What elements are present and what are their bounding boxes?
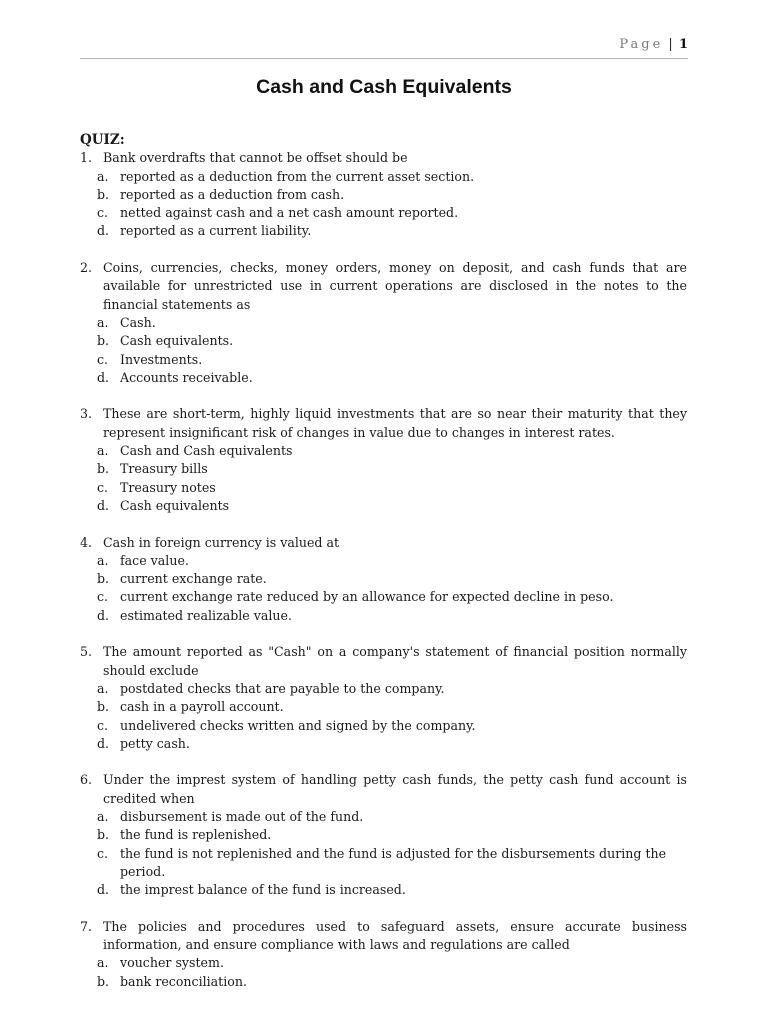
- question-text: These are short-term, highly liquid investments that are so near their maturity that they represent insignificant risk of changes in value due to changes in interest rates.: [103, 406, 687, 440]
- document-title: Cash and Cash Equivalents: [256, 76, 512, 98]
- question-number: 1.: [80, 150, 93, 166]
- option-letter: b.: [97, 333, 110, 349]
- option-letter: d.: [97, 497, 110, 513]
- question-stem: [80, 259, 687, 314]
- option-letter: b.: [97, 827, 110, 843]
- option-letter: a.: [97, 808, 109, 824]
- option-text: reported as a current liability.: [120, 223, 312, 239]
- question-number: 7.: [80, 918, 93, 934]
- answer-option: [80, 973, 687, 991]
- option-text: the fund is not replenished and the fund is adjusted for the disbursements during the period.: [120, 845, 667, 879]
- option-text: reported as a deduction from cash.: [120, 186, 345, 202]
- answer-option: [80, 351, 687, 369]
- option-letter: d.: [97, 369, 110, 385]
- option-letter: a.: [97, 314, 109, 330]
- page-number: 1: [678, 37, 688, 52]
- option-letter: c.: [97, 205, 109, 221]
- answer-option: [80, 881, 687, 899]
- question-item: [80, 259, 687, 387]
- question-text: Bank overdrafts that cannot be offset should be: [103, 150, 408, 166]
- quiz-content: [80, 131, 687, 1009]
- option-text: the fund is replenished.: [120, 827, 272, 843]
- option-text: Cash and Cash equivalents: [120, 443, 293, 459]
- question-number: 6.: [80, 772, 93, 788]
- answer-option: [80, 332, 687, 350]
- option-text: Cash equivalents.: [120, 333, 234, 349]
- question-text: Under the imprest system of handling petty cash funds, the petty cash fund account is credited when: [103, 772, 687, 806]
- answer-option: [80, 954, 687, 972]
- option-letter: d.: [97, 882, 110, 898]
- answer-option: [80, 497, 687, 515]
- question-text: Cash in foreign currency is valued at: [103, 534, 340, 550]
- question-list: [80, 149, 687, 991]
- question-number: 4.: [80, 534, 93, 550]
- answer-option: [80, 552, 687, 570]
- option-letter: b.: [97, 699, 110, 715]
- option-letter: c.: [97, 717, 109, 733]
- question-text: Coins, currencies, checks, money orders, money on deposit, and cash funds that are available for unrestricted use in current operations are disclosed in the notes to the financial statements as: [103, 260, 687, 312]
- option-letter: d.: [97, 735, 110, 751]
- answer-option: [80, 460, 687, 478]
- option-letter: a.: [97, 680, 109, 696]
- answer-option: [80, 680, 687, 698]
- answer-option: [80, 826, 687, 844]
- option-text: netted against cash and a net cash amount reported.: [120, 205, 459, 221]
- question-item: [80, 149, 687, 240]
- answer-option: [80, 717, 687, 735]
- option-text: cash in a payroll account.: [120, 699, 284, 715]
- option-letter: c.: [97, 479, 109, 495]
- question-number: 2.: [80, 260, 93, 276]
- option-letter: d.: [97, 223, 110, 239]
- option-text: postdated checks that are payable to the company.: [120, 680, 445, 696]
- answer-option: [80, 588, 687, 606]
- answer-option: [80, 442, 687, 460]
- option-text: Investments.: [120, 351, 203, 367]
- option-text: reported as a deduction from the current asset section.: [120, 168, 475, 184]
- question-item: [80, 534, 687, 625]
- quiz-label: QUIZ:: [80, 132, 125, 148]
- option-text: voucher system.: [120, 955, 224, 971]
- option-letter: b.: [97, 973, 110, 989]
- page-label: Page: [619, 37, 664, 52]
- answer-option: [80, 168, 687, 186]
- option-text: undelivered checks written and signed by the company.: [120, 717, 476, 733]
- option-text: Treasury bills: [120, 461, 208, 477]
- page-separator: |: [668, 37, 673, 52]
- page-header: [80, 36, 688, 59]
- option-letter: c.: [97, 589, 109, 605]
- answer-option: [80, 698, 687, 716]
- option-letter: a.: [97, 552, 109, 568]
- option-letter: b.: [97, 571, 110, 587]
- question-text: The policies and procedures used to safeguard assets, ensure accurate business information, and ensure compliance with laws and regulations are called: [103, 918, 687, 953]
- answer-option: [80, 186, 687, 204]
- option-text: face value.: [120, 552, 189, 568]
- option-letter: a.: [97, 168, 109, 184]
- answer-option: [80, 479, 687, 497]
- answer-option: [80, 808, 687, 826]
- question-stem: [80, 643, 687, 680]
- question-item: [80, 771, 687, 899]
- answer-option: [80, 735, 687, 753]
- answer-option: [80, 314, 687, 332]
- answer-option: [80, 222, 687, 240]
- option-letter: d.: [97, 607, 110, 623]
- question-item: [80, 643, 687, 753]
- option-text: Cash.: [120, 314, 156, 330]
- question-stem: [80, 405, 687, 442]
- question-stem: [80, 534, 687, 552]
- answer-option: [80, 204, 687, 222]
- option-text: estimated realizable value.: [120, 607, 292, 623]
- option-letter: b.: [97, 461, 110, 477]
- option-text: bank reconciliation.: [120, 973, 247, 989]
- question-stem: [80, 771, 687, 808]
- answer-option: [80, 369, 687, 387]
- option-letter: b.: [97, 186, 110, 202]
- answer-option: [80, 845, 687, 882]
- question-number: 5.: [80, 644, 93, 660]
- option-text: disbursement is made out of the fund.: [120, 808, 364, 824]
- question-stem: [80, 918, 687, 955]
- option-text: current exchange rate.: [120, 571, 267, 587]
- question-stem: [80, 149, 687, 167]
- question-text: The amount reported as "Cash" on a company's statement of financial position normally should exclude: [103, 644, 687, 678]
- question-item: [80, 405, 687, 515]
- question-number: 3.: [80, 406, 93, 422]
- option-text: petty cash.: [120, 735, 190, 751]
- option-text: the imprest balance of the fund is increased.: [120, 882, 406, 898]
- option-letter: a.: [97, 443, 109, 459]
- answer-option: [80, 570, 687, 588]
- option-letter: a.: [97, 955, 109, 971]
- option-letter: c.: [97, 845, 109, 861]
- question-item: [80, 918, 687, 991]
- option-text: Cash equivalents: [120, 497, 230, 513]
- option-letter: c.: [97, 351, 109, 367]
- option-text: current exchange rate reduced by an allowance for expected decline in peso.: [120, 589, 614, 605]
- answer-option: [80, 607, 687, 625]
- option-text: Accounts receivable.: [120, 369, 253, 385]
- option-text: Treasury notes: [120, 479, 216, 495]
